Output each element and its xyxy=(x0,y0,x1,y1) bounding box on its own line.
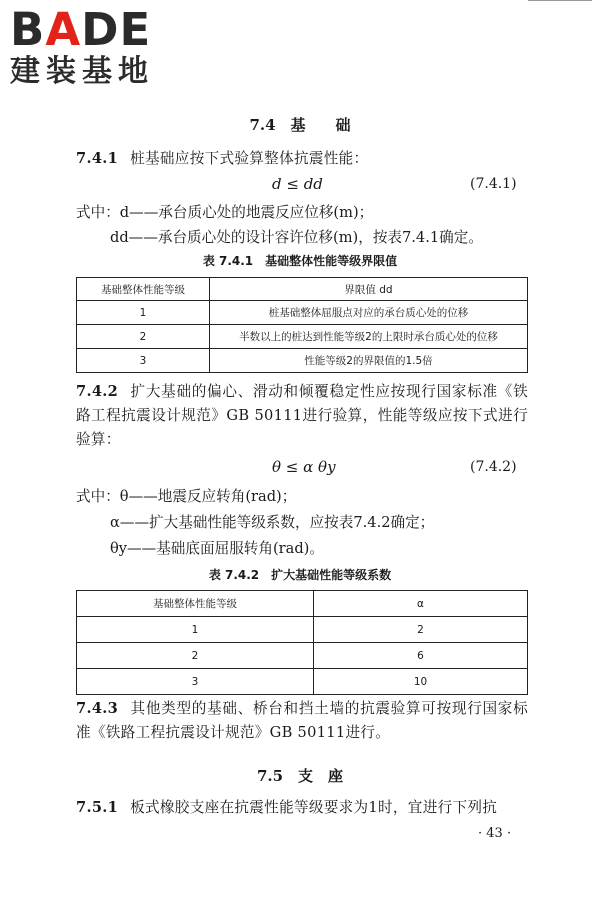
section-title-7-5: 7.5 支 座 xyxy=(256,767,344,785)
where-line: dd——承台质心处的设计容许位移(m)，按表7.4.1确定。 xyxy=(110,229,483,246)
table-cell: 性能等级2的界限值的1.5倍 xyxy=(210,349,528,373)
logo-wordmark: BADE xyxy=(10,3,152,56)
header-rule xyxy=(528,0,592,1)
clause-number: 7.4.3 xyxy=(76,700,119,717)
logo-chinese: 建装基地 xyxy=(10,54,154,89)
table-row xyxy=(77,349,528,373)
table-header: 界限值 dd xyxy=(210,278,528,301)
section-title-7-4: 7.4 基 础 xyxy=(249,116,351,134)
page-number: · 43 · xyxy=(478,826,512,841)
clause-number: 7.5.1 xyxy=(76,799,119,816)
equation-number: (7.4.2) xyxy=(470,459,517,475)
table-row xyxy=(77,325,528,349)
table-row xyxy=(77,617,528,643)
table-7-4-1 xyxy=(76,277,528,373)
table-cell: 10 xyxy=(314,669,528,695)
table-cell: 1 xyxy=(77,301,210,325)
where-line: α——扩大基础性能等级系数，应按表7.4.2确定； xyxy=(110,514,435,531)
table-header: 基础整体性能等级 xyxy=(77,591,314,617)
where-line: 式中：d——承台质心处的地震反应位移(m)； xyxy=(76,204,374,221)
table-cell: 2 xyxy=(314,617,528,643)
clause-text: 板式橡胶支座在抗震性能等级要求为1时，宜进行下列抗 xyxy=(130,799,498,816)
table-cell: 2 xyxy=(77,325,210,349)
clause-number: 7.4.2 xyxy=(76,383,119,400)
clause-text: 桩基础应按下式验算整体抗震性能： xyxy=(130,150,369,167)
table-7-4-2 xyxy=(76,590,528,695)
table-header: α xyxy=(314,591,528,617)
equation-number: (7.4.1) xyxy=(470,176,517,192)
clause-text: 其他类型的基础、桥台和挡土墙的抗震验算可按现行国家标准《铁路工程抗震设计规范》GB 50111进行。 xyxy=(76,700,528,741)
where-line: 式中：θ——地震反应转角(rad)； xyxy=(76,488,297,505)
formula-7-4-2: θ ≤ α θy xyxy=(272,458,336,476)
clause-7-5-1 xyxy=(76,796,528,820)
table-row xyxy=(77,669,528,695)
table-caption: 表 7.4.1 基础整体性能等级界限值 xyxy=(202,254,398,268)
table-cell: 1 xyxy=(77,617,314,643)
clause-number: 7.4.1 xyxy=(76,150,119,167)
clause-text: 扩大基础的偏心、滑动和倾覆稳定性应按现行国家标准《铁路工程抗震设计规范》GB 50111进行验算，性能等级应按下式进行验算： xyxy=(76,383,528,448)
formula-7-4-1: d ≤ dd xyxy=(272,175,323,193)
table-cell: 半数以上的桩达到性能等级2的上限时承台质心处的位移 xyxy=(210,325,528,349)
table-cell: 2 xyxy=(77,643,314,669)
clause-7-4-3 xyxy=(76,697,528,745)
table-cell: 3 xyxy=(77,349,210,373)
clause-7-4-1 xyxy=(76,147,528,171)
table-cell: 桩基础整体屈服点对应的承台质心处的位移 xyxy=(210,301,528,325)
bade-logo xyxy=(10,3,175,90)
table-header: 基础整体性能等级 xyxy=(77,278,210,301)
table-row xyxy=(77,301,528,325)
table-cell: 6 xyxy=(314,643,528,669)
where-line: θy——基础底面屈服转角(rad)。 xyxy=(110,540,324,557)
table-cell: 3 xyxy=(77,669,314,695)
table-row xyxy=(77,643,528,669)
table-caption: 表 7.4.2 扩大基础性能等级系数 xyxy=(208,568,392,582)
clause-7-4-2 xyxy=(76,380,528,452)
